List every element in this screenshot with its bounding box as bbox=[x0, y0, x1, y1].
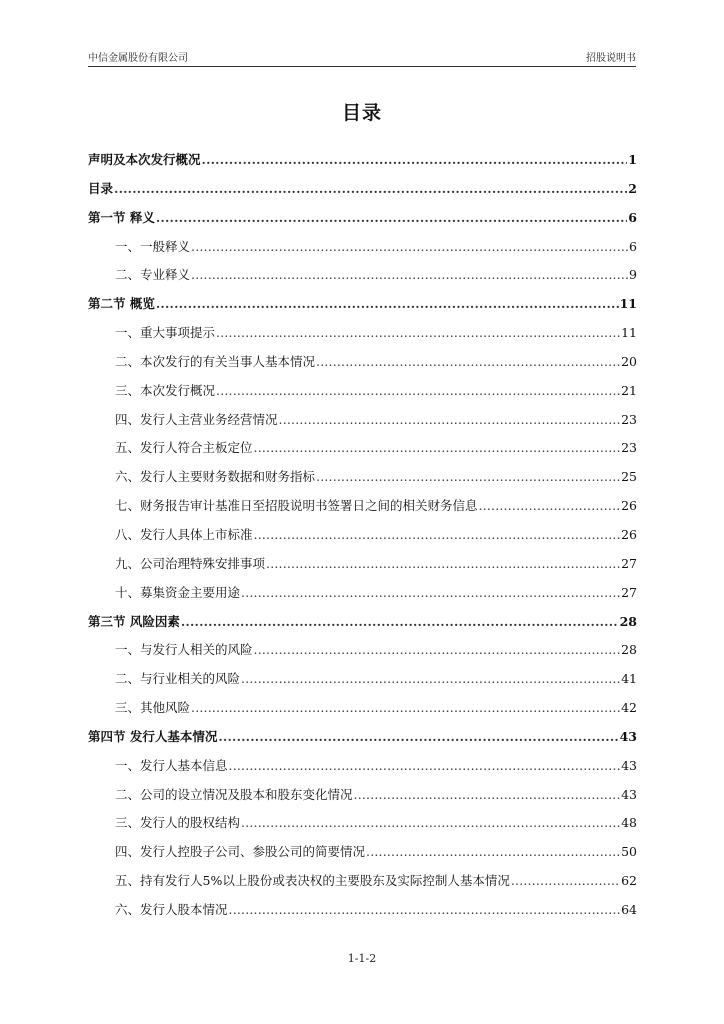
toc-entry-page: 1 bbox=[628, 152, 637, 167]
toc-entry-label: 第一节 释义 bbox=[88, 209, 155, 225]
toc-entry-page: 23 bbox=[621, 440, 637, 456]
toc-entry-page: 43 bbox=[621, 786, 637, 802]
toc-entry-label: 五、持有发行人5%以上股份或表决权的主要股东及实际控制人基本情况 bbox=[115, 873, 510, 889]
header-company-name: 中信金属股份有限公司 bbox=[88, 53, 188, 64]
table-of-contents bbox=[88, 146, 637, 925]
toc-entry-page: 43 bbox=[619, 728, 637, 744]
toc-entry-page: 2 bbox=[628, 180, 637, 196]
page-header bbox=[88, 50, 636, 67]
toc-entry-label: 第四节 发行人基本情况 bbox=[88, 728, 218, 744]
toc-subsection-entry[interactable] bbox=[88, 348, 637, 377]
toc-leader-dots bbox=[241, 579, 620, 608]
toc-entry-label: 十、募集资金主要用途 bbox=[115, 584, 241, 600]
toc-leader-dots bbox=[202, 146, 628, 175]
toc-entry-label: 一、与发行人相关的风险 bbox=[115, 642, 253, 658]
toc-entry-label: 二、与行业相关的风险 bbox=[115, 671, 241, 687]
toc-leader-dots bbox=[279, 406, 621, 435]
toc-entry-label: 一、发行人基本信息 bbox=[115, 757, 228, 773]
toc-entry-label: 三、发行人的股权结构 bbox=[115, 815, 241, 831]
toc-entry-page: 9 bbox=[629, 267, 637, 283]
toc-entry-label: 三、其他风险 bbox=[115, 700, 191, 716]
toc-subsection-entry[interactable] bbox=[88, 752, 637, 781]
page-title: 目录 bbox=[341, 102, 382, 124]
toc-entry-page: 11 bbox=[619, 296, 637, 312]
toc-section-entry[interactable] bbox=[88, 146, 637, 175]
toc-section-entry[interactable] bbox=[88, 608, 637, 637]
toc-leader-dots bbox=[191, 694, 620, 723]
toc-entry-page: 48 bbox=[621, 815, 637, 831]
toc-section-entry[interactable] bbox=[88, 175, 637, 204]
toc-entry-page: 43 bbox=[621, 757, 637, 773]
toc-entry-label: 二、本次发行的有关当事人基本情况 bbox=[115, 353, 316, 369]
toc-entry-label: 八、发行人具体上市标准 bbox=[115, 526, 253, 542]
toc-entry-page: 26 bbox=[621, 498, 637, 514]
toc-leader-dots bbox=[191, 233, 628, 262]
toc-entry-label: 一、一般释义 bbox=[115, 238, 191, 254]
toc-subsection-entry[interactable] bbox=[88, 233, 637, 262]
toc-subsection-entry[interactable] bbox=[88, 463, 637, 492]
toc-entry-label: 一、重大事项提示 bbox=[115, 325, 216, 341]
toc-subsection-entry[interactable] bbox=[88, 550, 637, 579]
toc-entry-page: 50 bbox=[621, 844, 637, 860]
toc-entry-page: 28 bbox=[621, 642, 637, 658]
toc-leader-dots bbox=[181, 608, 619, 637]
toc-entry-page: 28 bbox=[619, 613, 637, 629]
toc-leader-dots bbox=[316, 348, 620, 377]
toc-entry-label: 二、专业释义 bbox=[115, 267, 191, 283]
toc-entry-page: 62 bbox=[621, 873, 637, 889]
toc-section-entry[interactable] bbox=[88, 723, 637, 752]
toc-entry-page: 41 bbox=[621, 671, 637, 687]
toc-leader-dots bbox=[354, 781, 621, 810]
toc-entry-page: 6 bbox=[628, 209, 637, 225]
toc-subsection-entry[interactable] bbox=[88, 319, 637, 348]
toc-subsection-entry[interactable] bbox=[88, 665, 637, 694]
toc-entry-page: 6 bbox=[629, 238, 637, 254]
toc-leader-dots bbox=[254, 434, 621, 463]
toc-entry-label: 二、公司的设立情况及股本和股东变化情况 bbox=[115, 786, 353, 802]
toc-leader-dots bbox=[216, 377, 620, 406]
toc-entry-label: 七、财务报告审计基准日至招股说明书签署日之间的相关财务信息 bbox=[115, 498, 478, 514]
toc-leader-dots bbox=[156, 290, 619, 319]
toc-entry-page: 26 bbox=[621, 526, 637, 542]
toc-subsection-entry[interactable] bbox=[88, 377, 637, 406]
toc-entry-page: 20 bbox=[621, 353, 637, 369]
toc-entry-page: 23 bbox=[621, 411, 637, 427]
toc-leader-dots bbox=[254, 636, 621, 665]
toc-subsection-entry[interactable] bbox=[88, 492, 637, 521]
toc-subsection-entry[interactable] bbox=[88, 521, 637, 550]
toc-entry-page: 27 bbox=[621, 584, 637, 600]
toc-subsection-entry[interactable] bbox=[88, 867, 637, 896]
toc-entry-label: 声明及本次发行概况 bbox=[88, 152, 201, 167]
toc-leader-dots bbox=[266, 550, 620, 579]
toc-leader-dots bbox=[241, 809, 620, 838]
toc-entry-page: 21 bbox=[621, 382, 637, 398]
header-document-type: 招股说明书 bbox=[586, 53, 636, 64]
toc-subsection-entry[interactable] bbox=[88, 434, 637, 463]
toc-leader-dots bbox=[254, 521, 621, 550]
toc-subsection-entry[interactable] bbox=[88, 636, 637, 665]
toc-entry-page: 27 bbox=[621, 555, 637, 571]
toc-subsection-entry[interactable] bbox=[88, 896, 637, 925]
toc-subsection-entry[interactable] bbox=[88, 781, 637, 810]
toc-leader-dots bbox=[511, 867, 620, 896]
toc-entry-label: 目录 bbox=[88, 180, 114, 196]
toc-entry-page: 11 bbox=[621, 325, 637, 341]
toc-leader-dots bbox=[241, 665, 620, 694]
toc-leader-dots bbox=[156, 204, 627, 233]
toc-leader-dots bbox=[218, 723, 618, 752]
toc-leader-dots bbox=[229, 896, 621, 925]
page-number: 1-1-2 bbox=[347, 952, 377, 965]
toc-leader-dots bbox=[366, 838, 620, 867]
toc-subsection-entry[interactable] bbox=[88, 809, 637, 838]
toc-entry-label: 六、发行人主要财务数据和财务指标 bbox=[115, 469, 316, 485]
toc-entry-label: 三、本次发行概况 bbox=[115, 382, 216, 398]
toc-leader-dots bbox=[216, 319, 620, 348]
toc-section-entry[interactable] bbox=[88, 290, 637, 319]
toc-section-entry[interactable] bbox=[88, 204, 637, 233]
toc-entry-label: 四、发行人控股子公司、参股公司的简要情况 bbox=[115, 844, 366, 860]
toc-subsection-entry[interactable] bbox=[88, 694, 637, 723]
toc-subsection-entry[interactable] bbox=[88, 579, 637, 608]
toc-entry-page: 64 bbox=[621, 901, 637, 917]
toc-subsection-entry[interactable] bbox=[88, 838, 637, 867]
toc-leader-dots bbox=[316, 463, 620, 492]
toc-subsection-entry[interactable] bbox=[88, 261, 637, 290]
toc-leader-dots bbox=[229, 752, 621, 781]
toc-leader-dots bbox=[114, 175, 627, 204]
toc-entry-label: 六、发行人股本情况 bbox=[115, 901, 228, 917]
toc-entry-label: 九、公司治理特殊安排事项 bbox=[115, 555, 266, 571]
toc-leader-dots bbox=[479, 492, 621, 521]
toc-entry-label: 四、发行人主营业务经营情况 bbox=[115, 411, 278, 427]
toc-subsection-entry[interactable] bbox=[88, 406, 637, 435]
toc-entry-label: 第二节 概览 bbox=[88, 296, 155, 312]
toc-entry-page: 25 bbox=[621, 469, 637, 485]
toc-entry-label: 五、发行人符合主板定位 bbox=[115, 440, 253, 456]
toc-entry-label: 第三节 风险因素 bbox=[88, 613, 180, 629]
toc-entry-page: 42 bbox=[621, 700, 637, 716]
toc-leader-dots bbox=[191, 261, 628, 290]
